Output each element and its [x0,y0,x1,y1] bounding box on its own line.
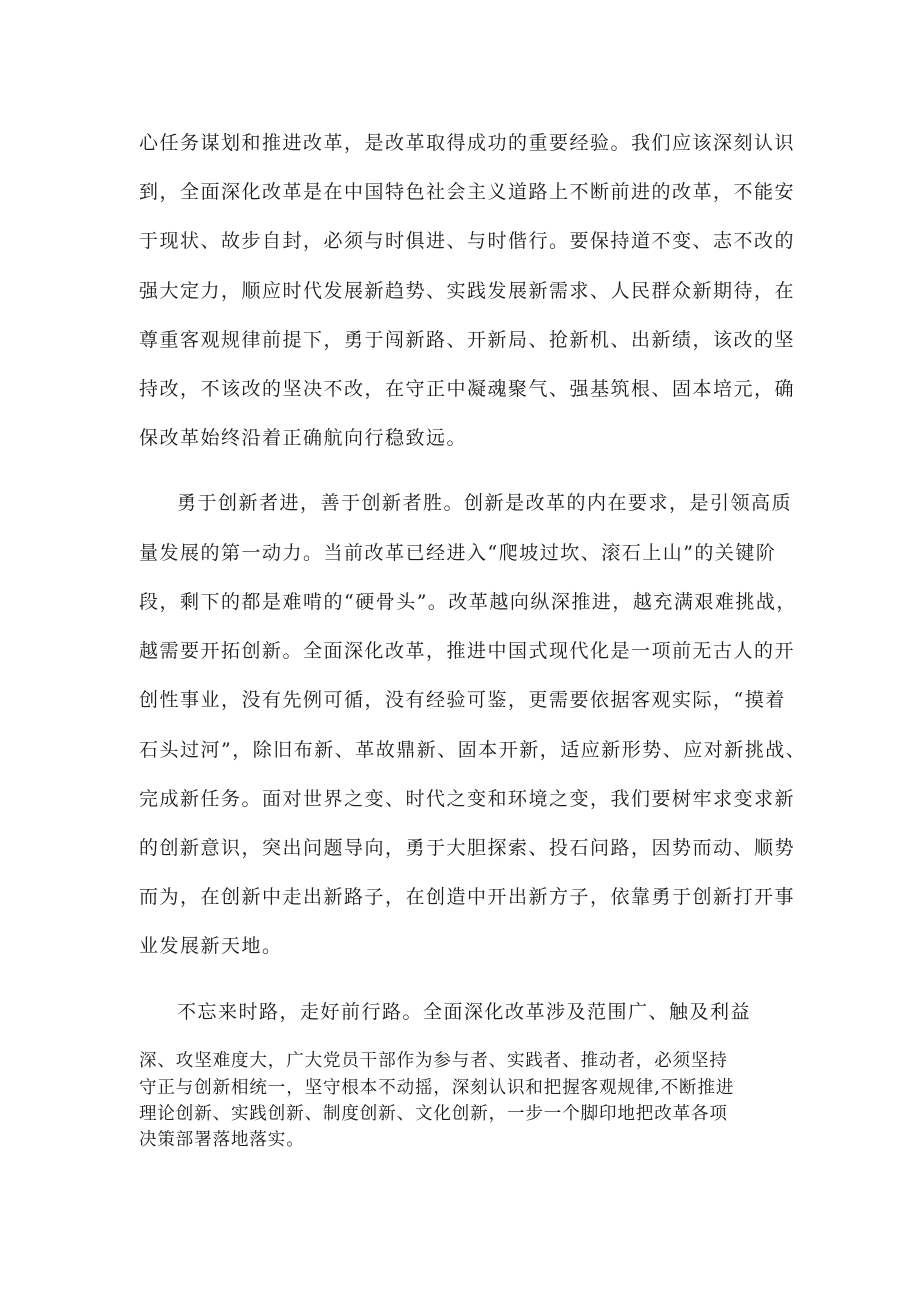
paragraph-4-line-2: 守正与创新相统一，坚守根本不动摇，深刻认识和把握客观规律,不断推进 [139,1078,735,1098]
paragraph-4-line-1: 深、攻坚难度大，广大党员干部作为参与者、实践者、推动者，必须坚持 [139,1051,728,1071]
paragraph-1-line-2: 到，全面深化改革是在中国特色社会主义道路上不断前进的改革，不能安 [139,181,796,203]
paragraph-2-line-6: 石头过河”，除旧布新、革故鼎新、固本开新，适应新形势、应对新挑战、 [139,739,807,761]
paragraph-2-line-8: 的创新意识，突出问题导向，勇于大胆探索、投石问路，因势而动、顺势 [139,837,796,859]
paragraph-4-line-3: 理论创新、实践创新、制度创新、文化创新，一步一个脚印地把改革各项 [139,1104,728,1124]
paragraph-4-line-4: 决策部署落地落实。 [139,1130,305,1150]
paragraph-1-line-4: 强大定力，顺应时代发展新趋势、实践发展新需求、人民群众新期待，在 [139,280,796,302]
paragraph-1-line-6: 持改，不该改的坚决不改，在守正中凝魂聚气、强基筑根、固本培元，确 [139,378,796,400]
paragraph-2-line-7: 完成新任务。面对世界之变、时代之变和环境之变，我们要树牢求变求新 [139,788,796,810]
paragraph-1-line-1: 心任务谋划和推进改革，是改革取得成功的重要经验。我们应该深刻认识 [139,132,796,154]
paragraph-2-line-10: 业发展新天地。 [139,935,283,957]
paragraph-2-line-2: 量发展的第一动力。当前改革已经进入“爬坡过坎、滚石上山”的关键阶 [139,542,777,564]
paragraph-2-line-5: 创性事业，没有先例可循，没有经验可鉴，更需要依据客观实际，“摸着 [139,689,786,711]
paragraph-1-line-5: 尊重客观规律前提下，勇于闯新路、开新局、抢新机、出新绩，该改的坚 [139,329,796,351]
paragraph-2-line-1: 勇于创新者进，善于创新者胜。创新是改革的内在要求，是引领高质 [177,492,793,514]
paragraph-2-line-3: 段，剩下的都是难啃的“硬骨头”。改革越向纵深推进，越充满艰难挑战， [139,591,797,613]
paragraph-2-line-4: 越需要开拓创新。全面深化改革，推进中国式现代化是一项前无古人的开 [139,640,796,662]
paragraph-1-line-3: 于现状、故步自封，必须与时俱进、与时偕行。要保持道不变、志不改的 [139,230,796,252]
paragraph-2-line-9: 而为，在创新中走出新路子，在创造中开出新方子，依靠勇于创新打开事 [139,886,796,908]
paragraph-1-line-7: 保改革始终沿着正确航向行稳致远。 [139,427,468,449]
paragraph-3-line-1: 不忘来时路，走好前行路。全面深化改革涉及范围广、触及利益 [177,1001,752,1023]
